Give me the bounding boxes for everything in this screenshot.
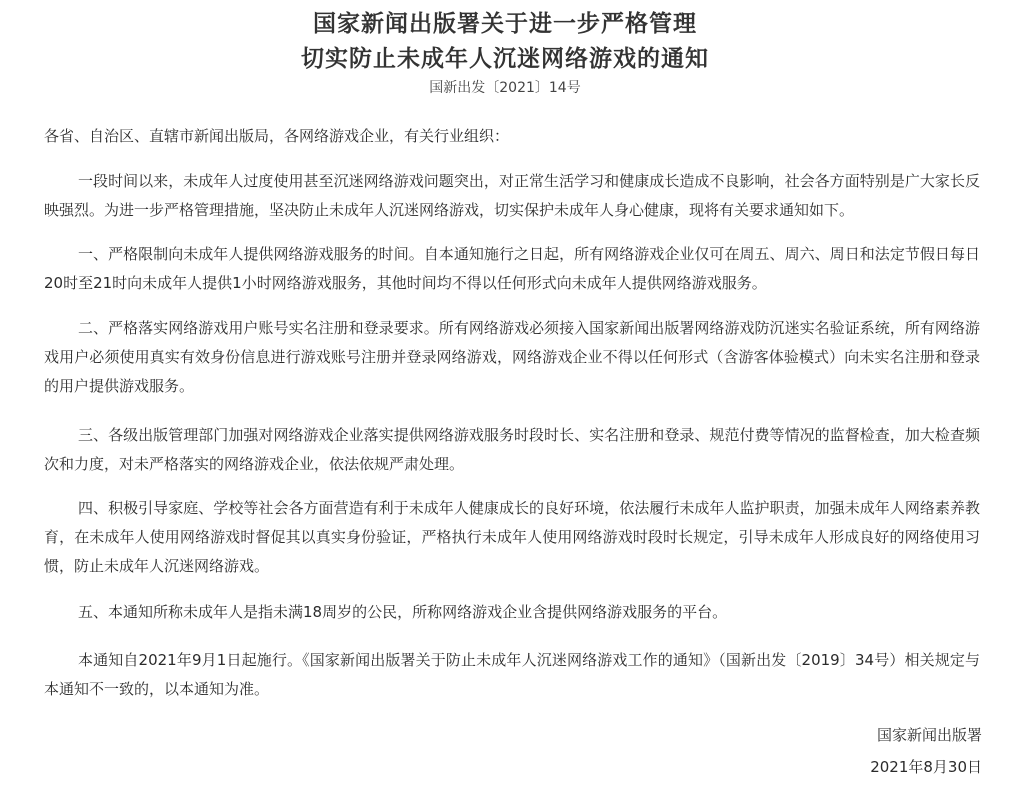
signature-date: 2021年8月30日 xyxy=(870,758,982,776)
document-title-line-2: 切实防止未成年人沉迷网络游戏的通知 xyxy=(301,45,709,72)
paragraph-item-5: 五、本通知所称未成年人是指未满18周岁的公民，所称网络游戏企业含提供网络游戏服务的平台。 xyxy=(78,603,728,621)
paragraph-item-1: 一、严格限制向未成年人提供网络游戏服务的时间。自本通知施行之日起，所有网络游戏企业仅可在周五、周六、周日和法定节假日每日20时至21时向未成年人提供1小时网络游戏服务，其他时间均不得以任何形式向未成年人提供网络游戏服务。 xyxy=(44,245,980,292)
salutation: 各省、自治区、直辖市新闻出版局，各网络游戏企业，有关行业组织： xyxy=(44,127,510,145)
paragraph-item-3: 三、各级出版管理部门加强对网络游戏企业落实提供网络游戏服务时段时长、实名注册和登录、规范付费等情况的监督检查，加大检查频次和力度，对未严格落实的网络游戏企业，依法依规严肃处理。 xyxy=(44,426,980,473)
document-number: 国新出发〔2021〕14号 xyxy=(429,80,581,96)
paragraph-intro: 一段时间以来，未成年人过度使用甚至沉迷网络游戏问题突出，对正常生活学习和健康成长造成不良影响，社会各方面特别是广大家长反映强烈。为进一步严格管理措施，坚决防止未成年人沉迷网络游戏，切实保护未成年人身心健康，现将有关要求通知如下。 xyxy=(44,172,980,219)
paragraph-item-2: 二、严格落实网络游戏用户账号实名注册和登录要求。所有网络游戏必须接入国家新闻出版署网络游戏防沉迷实名验证系统，所有网络游戏用户必须使用真实有效身份信息进行游戏账号注册并登录网络游戏，网络游戏企业不得以任何形式（含游客体验模式）向未实名注册和登录的用户提供游戏服务。 xyxy=(44,319,980,395)
signature-organization: 国家新闻出版署 xyxy=(876,726,982,744)
paragraph-effective-date: 本通知自2021年9月1日起施行。《国家新闻出版署关于防止未成年人沉迷网络游戏工作的通知》（国新出发〔2019〕34号）相关规定与本通知不一致的，以本通知为准。 xyxy=(44,651,980,698)
paragraph-item-4: 四、积极引导家庭、学校等社会各方面营造有利于未成年人健康成长的良好环境，依法履行未成年人监护职责，加强未成年人网络素养教育，在未成年人使用网络游戏时督促其以真实身份验证，严格执行未成年人使用网络游戏时段时长规定，引导未成年人形成良好的网络使用习惯，防止未成年人沉迷网络游戏。 xyxy=(44,499,980,575)
document-title-line-1: 国家新闻出版署关于进一步严格管理 xyxy=(313,10,697,37)
